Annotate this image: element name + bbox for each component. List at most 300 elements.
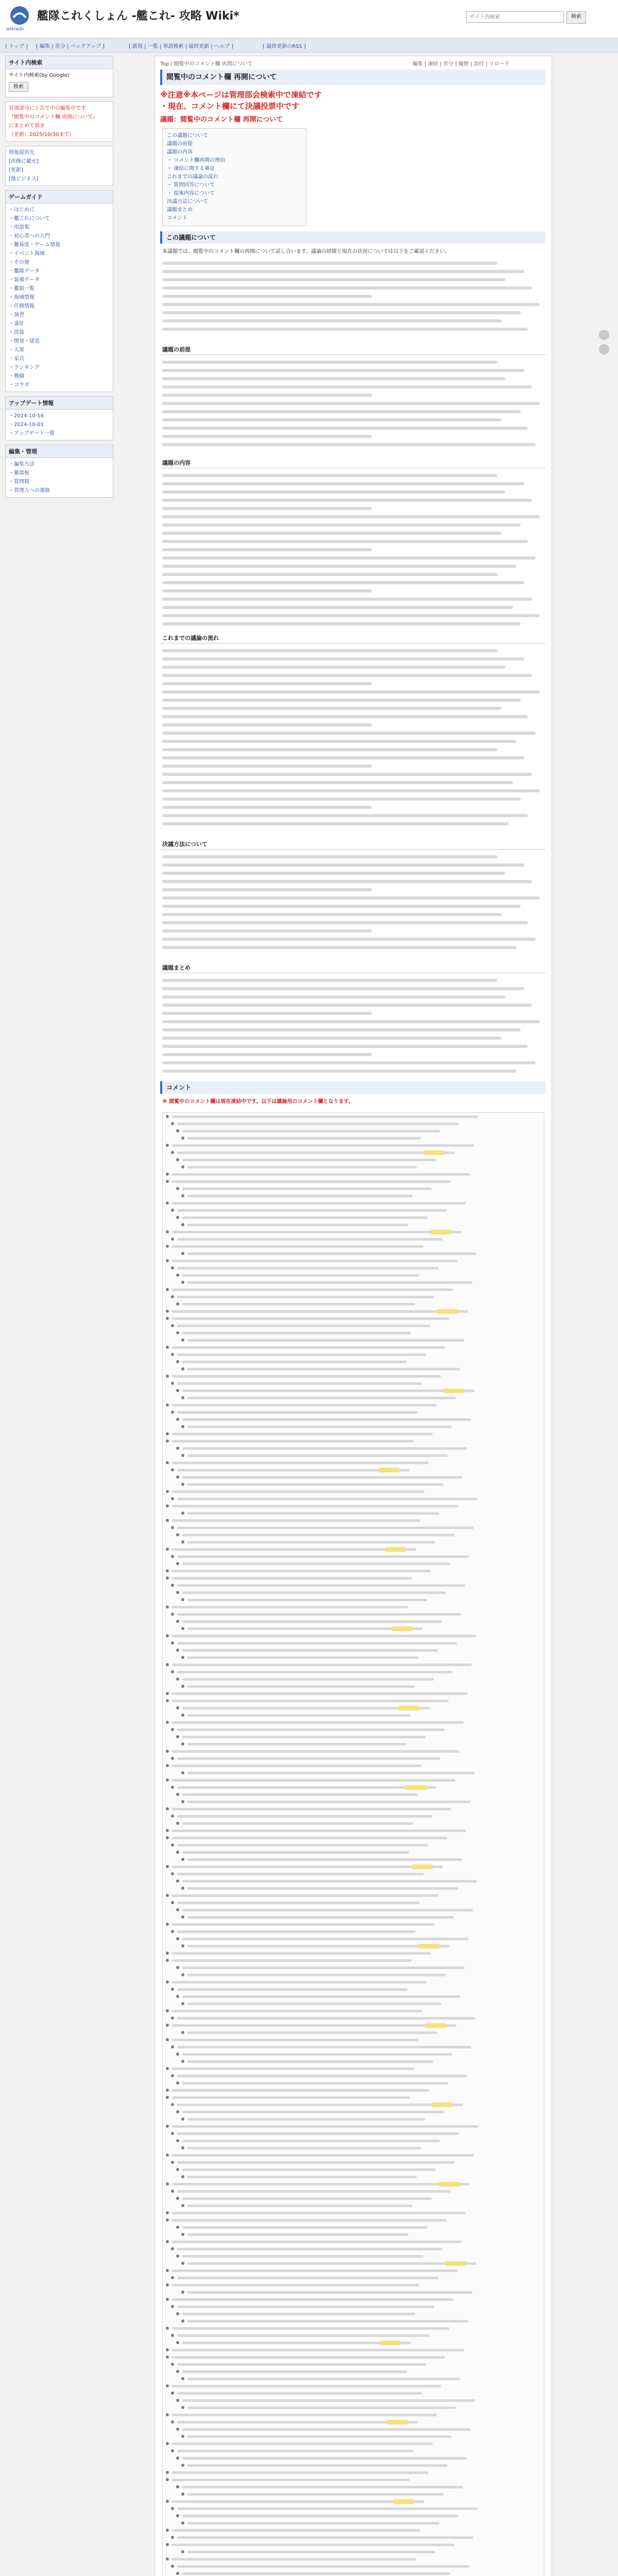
comment-line [163,2007,544,2014]
comment-line [163,2368,544,2375]
comment-line [163,1336,544,1344]
comment-line [163,1430,544,1437]
comment-line [163,1531,544,1538]
comment-line [163,2137,544,2144]
comment-bullet-icon [166,1504,169,1507]
section-heading: 議題まとめ [160,963,545,973]
comment-bullet-icon [181,2031,184,2034]
sidebar-links [5,146,113,186]
comment-line [163,1611,544,1618]
comment-line [163,1740,544,1748]
comment-line [163,2469,544,2476]
comment-bullet-icon [176,2485,179,2488]
comment-bullet-icon [166,1959,169,1962]
top-navigation [0,38,618,53]
text-line [162,894,543,902]
comment-heading: コメント [160,1081,545,1094]
text-line [162,267,543,276]
comment-line [163,1632,544,1639]
comment-bullet-icon [166,1259,169,1262]
text-line [162,309,543,317]
toc-item[interactable]: ・ 凍結に関する補足 [167,166,215,172]
comment-line [163,1776,544,1784]
sidebar-update-item[interactable]: ・2024-10-16 [9,413,44,419]
sidebar-edit-item[interactable]: ・編集方法 [9,462,35,467]
comment-line [163,2022,544,2029]
sidebar-game-item[interactable]: ・初心者への入門 [9,233,50,239]
sidebar-game-item[interactable]: ・開発・建造 [9,338,40,344]
comment-bullet-icon [176,2370,179,2373]
comment-bullet-icon [181,2291,184,2294]
comment-line [163,1437,544,1445]
comment-date-highlight [405,1785,426,1790]
comment-bullet-icon [181,1137,184,1140]
sidebar-search-button[interactable]: 検索 [9,82,28,92]
comment-bullet-icon [166,1569,169,1572]
text-line [162,696,543,704]
text-line [162,935,543,943]
comment-bullet-icon [176,1937,179,1940]
sidebar-link[interactable]: [更新] [9,167,23,173]
sidebar-update-item[interactable]: ・2024-10-01 [9,422,44,428]
comment-bullet-icon [176,2197,179,2200]
comment-line [163,1134,544,1142]
comment-bullet-icon [166,2478,169,2481]
text-line [162,1050,543,1059]
comment-bullet-icon [181,1540,184,1544]
comment-bullet-icon [166,1403,169,1406]
comment-line [163,2065,544,2072]
comment-line [163,1120,544,1127]
text-line [162,762,543,770]
sidebar-game-item[interactable]: ・遠征 [9,321,24,327]
comment-line [163,1625,544,1632]
comment-bullet-icon [166,2442,169,2445]
page-title: 閲覧中のコメント欄 再開について [160,70,545,85]
comment-bullet-icon [171,2103,174,2106]
comment-bullet-icon [166,1115,169,1118]
comment-bullet-icon [176,1187,179,1190]
site-header [0,0,618,37]
comment-date-highlight [412,1865,433,1869]
comment-bullet-icon [166,2471,169,2474]
sidebar-game-item[interactable]: ・その他 [9,260,29,265]
comment-line [163,2029,544,2036]
comment-bullet-icon [171,1238,174,1241]
comment-bullet-icon [181,1944,184,1947]
comment-bullet-icon [166,1605,169,1608]
text-line [162,325,543,333]
comment-bullet-icon [171,1324,174,1327]
comment-line [163,1553,544,1560]
sidebar-game-item[interactable]: ・難易度・ゲーム情報 [9,242,60,248]
comment-bullet-icon [166,1923,169,1926]
comment-line [163,1344,544,1351]
comment-date-highlight [392,1626,413,1631]
section-heading: 議題の前提 [160,345,545,355]
text-line [162,663,543,671]
sidebar-game-item[interactable]: ・用語集 [9,225,29,230]
comment-line [163,1877,544,1885]
text-line [162,877,543,886]
comment-line [163,2310,544,2317]
sidebar-game-item[interactable]: ・艦隊データ [9,268,40,274]
comment-line [163,1589,544,1596]
comment-bullet-icon [166,2125,169,2128]
comment-bullet-icon [166,1245,169,1248]
section-heading: この議題について [160,231,545,244]
text-line [162,292,543,300]
comment-line [163,1618,544,1625]
sidebar-edit-item[interactable]: ・管理人への連絡 [9,488,50,494]
topnav-rss[interactable]: [ 最終更新のRSS ] [263,44,306,49]
comment-bullet-icon [166,1173,169,1176]
comment-bullet-icon [166,1201,169,1205]
comment-bullet-icon [171,1526,174,1529]
comment-line [163,2036,544,2043]
comment-bullet-icon [171,1757,174,1760]
toc-item[interactable]: ・ コメント欄再開の理由 [167,158,226,163]
comment-line [163,2483,544,2490]
comment-bullet-icon [176,1908,179,1911]
comment-line [163,1647,544,1654]
warning-line-2: ・現在、コメント欄にて決議投票中です [160,101,300,111]
comment-bullet-icon [166,1764,169,1767]
topnav-top[interactable]: [ トップ ] [5,44,28,49]
comment-line [163,1841,544,1849]
sidebar-update-item[interactable]: ・アップデート一覧 [9,431,55,436]
comment-line [163,1899,544,1906]
text-line [162,300,543,309]
comment-bullet-icon [171,1497,174,1500]
comment-line [163,1820,544,1827]
site-logo-icon[interactable] [9,5,30,26]
comment-bullet-icon [181,2233,184,2236]
comment-line [163,2418,544,2426]
comment-bullet-icon [176,1620,179,1623]
comment-bullet-icon [176,1418,179,1421]
text-line [162,976,543,985]
text-line [162,861,543,869]
comment-line [163,2108,544,2115]
site-title[interactable]: 艦隊これくしょん -艦これ- 攻略 Wiki* [37,10,239,23]
sidebar-game-item[interactable]: ・装備データ [9,277,40,283]
text-line [162,537,543,546]
comment-bullet-icon [166,1548,169,1551]
comment-date-highlight [439,2182,459,2187]
notice-line-3: にまとめて頂き [9,123,45,129]
sidebar-edit-item[interactable]: ・質問箱 [9,479,29,485]
comment-bullet-icon [171,1728,174,1731]
sidebar-game-item[interactable]: ・イベント海域 [9,251,45,257]
sidebar-game-guide [5,190,113,392]
text-line [162,513,543,521]
comment-date-highlight [437,1309,458,1314]
comment-line [163,2238,544,2245]
text-line [162,985,543,993]
text-line [162,680,543,688]
comment-bullet-icon [166,2218,169,2222]
comment-bullet-icon [166,2211,169,2214]
text-line [162,943,543,952]
topnav-list[interactable]: [ 新規 | 一覧 | 単語検索 | 最終更新 | ヘルプ ] [129,44,234,49]
comment-date-highlight [445,2261,466,2266]
comment-bullet-icon [166,2009,169,2012]
comment-line [163,1993,544,2000]
comment-line [163,1214,544,1221]
text-line [162,713,543,721]
toc-item[interactable]: ・ 提案内容について [167,191,215,196]
comment-bullet-icon [176,2255,179,2258]
text-line [162,587,543,595]
text-line [162,546,543,554]
comment-date-highlight [425,2023,446,2028]
site-search-input[interactable] [466,11,564,23]
comment-bullet-icon [171,1411,174,1414]
comment-bullet-icon [171,1584,174,1587]
comment-bullet-icon [171,2507,174,2510]
comment-date-highlight [393,2499,414,2504]
text-line [162,820,543,828]
sidebar-edit [5,445,113,498]
sidebar-game-item[interactable]: ・艦これについて [9,216,50,222]
comment-bullet-icon [176,1447,179,1450]
comment-line [163,2166,544,2173]
topnav-edit[interactable]: [ 編集 | 差分 | バックアップ ] [36,44,105,49]
section-body [162,647,543,828]
toc-item[interactable]: 決議方法について [167,199,208,205]
comment-line [163,1762,544,1769]
comment-bullet-icon [171,2449,174,2452]
comment-line [163,2159,544,2166]
toc-item[interactable]: 議題の内容 [167,149,193,155]
comment-bullet-icon [176,1879,179,1883]
text-line [162,910,543,919]
comment-bullet-icon [176,1706,179,1709]
sidebar-game-item[interactable]: ・コラボ [9,382,29,388]
comment-line [163,2050,544,2058]
comment-line [163,1935,544,1942]
sidebar-game-item[interactable]: ・演習 [9,312,24,318]
comment-bullet-icon [176,1331,179,1334]
text-line [162,399,543,408]
scroll-top-icon[interactable] [599,330,609,340]
notice-line-2[interactable]: 『閲覧中のコメント欄 再開について』 [9,114,98,120]
comment-bullet-icon [171,2565,174,2568]
comment-bullet-icon [181,1800,184,1803]
sidebar-link[interactable]: 情報提供先 [9,150,35,156]
comment-line [163,2498,544,2505]
comment-bullet-icon [181,1338,184,1342]
comment-line [163,1704,544,1711]
comment-line [163,1502,544,1510]
comment-bullet-icon [171,1266,174,1269]
comment-line [163,1827,544,1834]
text-line [162,886,543,894]
sidebar-edit-item[interactable]: ・雑談板 [9,470,29,476]
comment-bullet-icon [171,1468,174,1471]
comment-line [163,1560,544,1567]
comment-line [163,1726,544,1733]
comment-line [163,2123,544,2130]
comment-line [163,1942,544,1950]
comment-line [163,1668,544,1675]
comment-line [163,1921,544,1928]
sidebar-link[interactable]: [他ビジネス] [9,176,39,182]
comment-line [163,1733,544,1740]
sidebar-game-item[interactable]: ・ランキング [9,365,40,370]
comment-bullet-icon [166,2327,169,2330]
comment-line [163,2115,544,2123]
comment-line [163,1113,544,1120]
comment-line [163,1272,544,1279]
comment-bullet-icon [176,1735,179,1738]
comment-bullet-icon [181,1512,184,1515]
comment-line [163,1329,544,1336]
comment-line [163,1156,544,1163]
comment-bullet-icon [176,2139,179,2142]
comment-line [163,2130,544,2137]
comment-line [163,1401,544,1409]
comment-line [163,1387,544,1394]
text-line [162,754,543,762]
comment-line [163,1221,544,1228]
comment-line [163,1928,544,1935]
comment-line [163,2454,544,2462]
sidebar-game-item[interactable]: ・はじめに [9,207,35,213]
site-logo-text: wikiwiki [6,27,25,32]
sidebar-game-item[interactable]: ・戦績 [9,374,24,379]
comment-bullet-icon [171,2334,174,2337]
sidebar-game-item[interactable]: ・任務情報 [9,303,35,309]
text-line [162,358,543,366]
breadcrumb[interactable]: Top / 閲覧中のコメント欄 再開について [160,61,253,67]
notice-line-4: （更新：2025/10/30まで） [9,132,75,138]
comment-bullet-icon [181,2060,184,2063]
comment-bullet-icon [181,1887,184,1890]
page-toolbar[interactable]: 編集 | 凍結 | 差分 | 履歴 | 添付 | リロード [413,61,510,67]
comment-bullet-icon [171,1353,174,1356]
comment-line [163,1394,544,1401]
comment-line [163,2260,544,2267]
comment-line [163,1235,544,1243]
comment-bullet-icon [166,2182,169,2185]
comment-bullet-icon [171,2392,174,2395]
comment-line [163,1163,544,1171]
comment-line [163,1986,544,1993]
comment-date-highlight [399,1706,419,1710]
comment-bullet-icon [176,1389,179,1392]
comment-line [163,2332,544,2339]
section-heading: 決議方法について [160,839,545,850]
comment-bullet-icon [171,2247,174,2250]
comment-line [163,2490,544,2498]
comment-bullet-icon [176,1129,179,1132]
text-line [162,471,543,480]
comment-bullet-icon [176,1562,179,1565]
comment-bullet-icon [171,1988,174,1991]
comment-line [163,2180,544,2188]
comment-bullet-icon [171,2045,174,2048]
comment-line [163,1791,544,1798]
comment-bullet-icon [176,2341,179,2344]
comment-bullet-icon [181,2204,184,2207]
text-line [162,1067,543,1075]
text-line [162,366,543,375]
toc-item[interactable]: 議題の前提 [167,141,193,147]
comment-line [163,2534,544,2541]
comment-bullet-icon [171,1670,174,1673]
text-line [162,647,543,655]
comment-line [163,2087,544,2094]
comment-bullet-icon [166,2348,169,2351]
comment-bullet-icon [176,2428,179,2431]
comment-bullet-icon [171,2363,174,2366]
comment-bullet-icon [171,1151,174,1154]
comment-line [163,2512,544,2519]
text-line [162,488,543,496]
toc-item[interactable]: この議題について [167,133,208,139]
comment-line [163,1380,544,1387]
comment-bullet-icon [166,2089,169,2092]
comment-line [163,1913,544,1921]
comment-bullet-icon [166,1577,169,1580]
scroll-bottom-icon[interactable] [599,344,609,354]
text-line [162,927,543,935]
text-line [162,562,543,570]
left-sidebar [5,56,113,502]
section-body [162,471,543,628]
comment-line [163,1603,544,1611]
sidebar-game-item[interactable]: ・改装 [9,330,24,335]
sidebar-game-item[interactable]: ・入渠 [9,347,24,353]
text-line [162,612,543,620]
toc-item[interactable]: ・ 質問回答について [167,182,215,188]
text-line [162,1059,543,1067]
site-search-button[interactable]: 検索 [566,11,586,24]
sidebar-game-item[interactable]: ・艦娘一覧 [9,286,35,292]
toc-item[interactable]: これまでの議論の流れ [167,174,218,180]
comment-line [163,2325,544,2332]
comment-line [163,1546,544,1553]
comment-line [163,1279,544,1286]
comment-line [163,2548,544,2555]
comment-line [163,2224,544,2231]
comment-line [163,1697,544,1704]
comment-line [163,1675,544,1683]
comment-bullet-icon [171,2276,174,2279]
text-line [162,803,543,811]
comment-line [163,1834,544,1841]
toc-item[interactable]: コメント [167,215,187,221]
comment-bullet-icon [171,2132,174,2135]
sidebar-game-item[interactable]: ・家具 [9,356,24,362]
comment-date-highlight [380,2341,401,2345]
comment-line [163,1748,544,1755]
text-line [162,620,543,628]
comment-line [163,2274,544,2281]
comment-line [163,2505,544,2512]
sidebar-link[interactable]: [改修に載せ] [9,159,39,164]
comment-line [163,1971,544,1978]
comment-line [163,1409,544,1416]
text-line [162,496,543,504]
toc-item[interactable]: 議題まとめ [167,207,193,213]
comment-line [163,1582,544,1589]
comment-bullet-icon [166,1692,169,1695]
sidebar-game-item[interactable]: ・海域情報 [9,295,35,300]
comment-line [163,1142,544,1149]
